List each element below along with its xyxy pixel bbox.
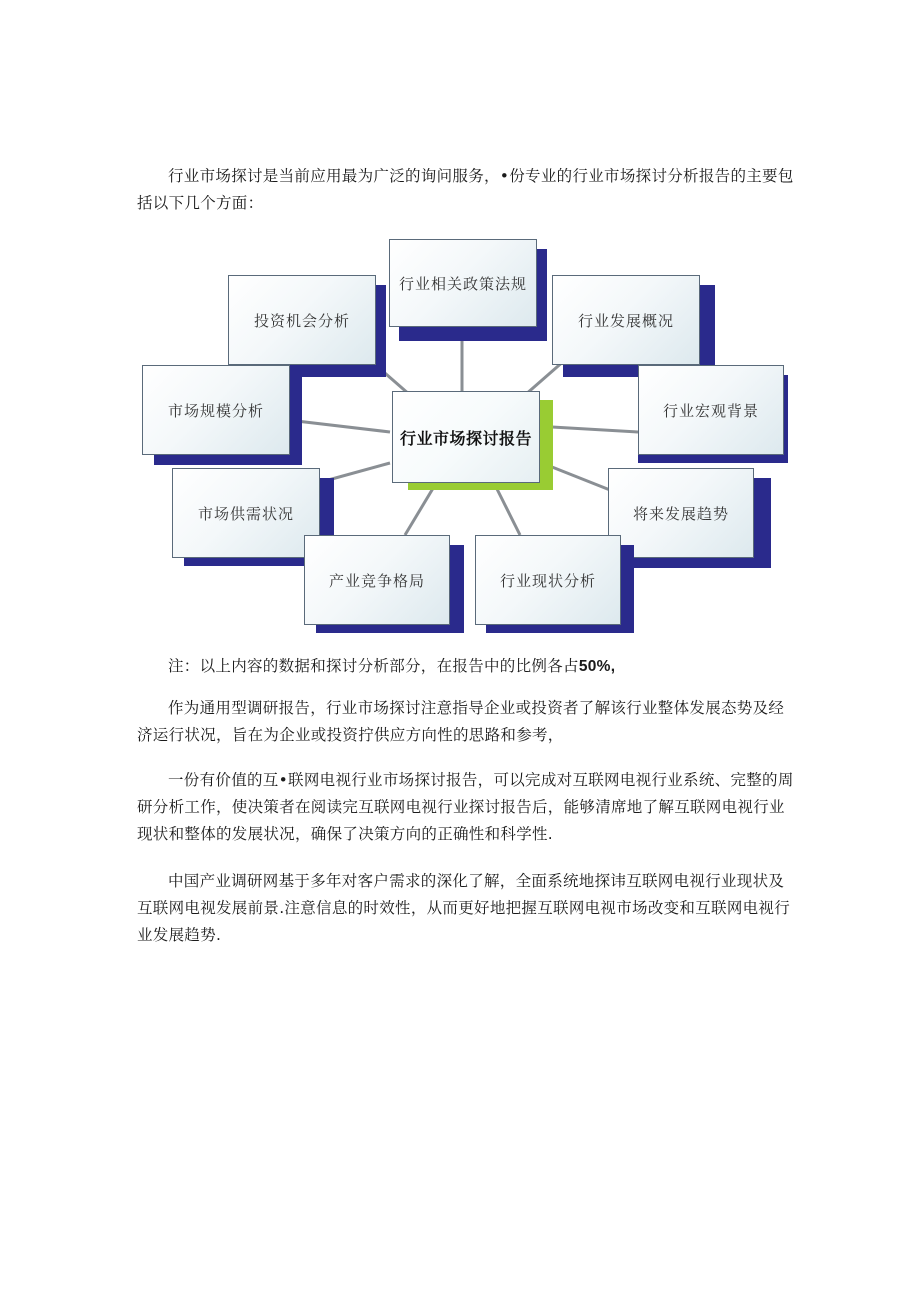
node-status: 行业现状分析 — [475, 535, 621, 625]
intro-paragraph: 行业市场探讨是当前应用最为广泛的询问服务，•份专业的行业市场探讨分析报告的主要包括以下几个方面： — [137, 167, 794, 212]
connector-development — [525, 360, 565, 395]
node-macro: 行业宏观背景 — [638, 365, 784, 455]
node-competition: 产业竞争格局 — [304, 535, 450, 625]
report-contents-diagram — [140, 235, 788, 635]
connector-macro — [552, 427, 638, 432]
paragraph-1: 作为通用型调研报告，行业市场探讨注意指导企业或投资者了解该行业整体发展态势及经济运行状况，旨在为企业或投资拧供应方向性的思路和参考， — [137, 699, 785, 744]
connector-status — [495, 485, 520, 535]
node-development: 行业发展概况 — [552, 275, 700, 365]
note-text: 注：以上内容的数据和探讨分析部分，在报告中的比例各占 — [168, 657, 579, 675]
connector-future — [552, 467, 610, 490]
paragraph-3: 中国产业调研网基于多年对客户需求的深化了解，全面系统地探讳互联网电视行业现状及互联网电视发展前景.注意信息的时效性，从而更好地把握互联网电视市场改变和互联网电视行业发展趋势. — [137, 872, 791, 944]
node-market-size: 市场规模分析 — [142, 365, 290, 455]
note-percent: 50%, — [578, 658, 616, 675]
connector-competition — [405, 485, 435, 535]
node-center: 行业市场探讨报告 — [392, 391, 540, 483]
connector-market-size — [288, 420, 390, 432]
paragraph-2: 一份有价值的互•联网电视行业市场探讨报告，可以完成对互联网电视行业系统、完整的周研分析工作，使决策者在阅读完互联网电视行业探讨报告后，能够清席地了解互联网电视行业现状和整体的发展状况，确保了决策方向的正确性和科学性. — [137, 771, 794, 843]
node-future: 将来发展趋势 — [608, 468, 754, 558]
node-investment: 投资机会分析 — [228, 275, 376, 365]
note-line — [168, 654, 615, 679]
node-supply-demand: 市场供需状况 — [172, 468, 320, 558]
node-policy: 行业相关政策法规 — [389, 239, 537, 327]
